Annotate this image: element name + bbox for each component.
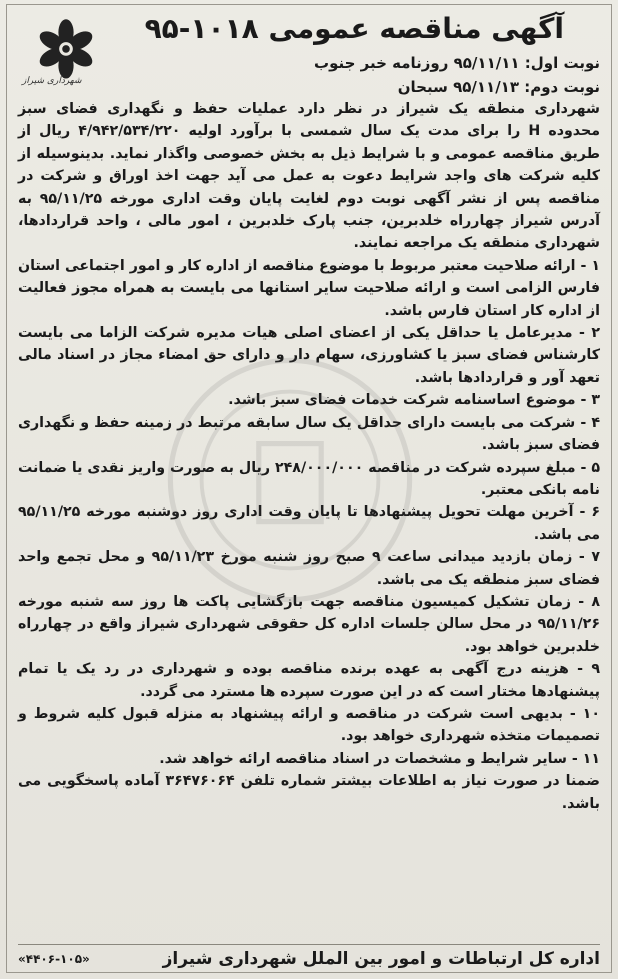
- notice-title: آگهی مناقصه عمومی ۱۰۱۸-۹۵: [144, 12, 564, 45]
- condition-item: ۱۰ - بدیهی است شرکت در مناقصه و ارائه پیشنهاد به منزله قبول کلیه شروط و تصمیمات متخذه شهرداری خواهد بود.: [18, 705, 600, 745]
- second-publication: نوبت دوم: ۹۵/۱۱/۱۳ سبحان: [397, 78, 600, 96]
- condition-item: ۴ - شرکت می بایست دارای حداقل یک سال سابقه مرتبط در زمینه حفظ و نگهداری فضای سبز باشد.: [18, 414, 600, 454]
- first-publication: نوبت اول: ۹۵/۱۱/۱۱ روزنامه خبر جنوب: [314, 54, 600, 72]
- contact-paragraph: ضمنا در صورت نیاز به اطلاعات بیشتر شماره تلفن ۳۶۴۷۶۰۶۴ آماده پاسخگویی می باشد.: [18, 773, 600, 812]
- intro-paragraph: شهرداری منطقه یک شیراز در نظر دارد عملیات حفظ و نگهداری فضای سبز محدوده H را برای مدت یک سال شمسی با برآورد اولیه ۴/۹۴۲/۵۳۴/۲۲۰ ریال از طریق مناقصه عمومی و با شرایط ذیل به بخش خصوصی واگذار نماید. بدینوسیله از کلیه شرکت های واجد شرایط دعوت به عمل می آید جهت اخذ اوراق و شرکت در مناقصه پس از نشر آگهی نوبت دوم لغایت پایان وقت اداری مورخه ۹۵/۱۱/۲۵ به آدرس شیراز چهارراه خلدبرین، جنب پارک خلدبرین ، امور مالی ، واحد قراردادها، شهرداری منطقه یک مراجعه نمایند.: [18, 101, 601, 252]
- condition-item: ۸ - زمان تشکیل کمیسیون مناقصه جهت بازگشایی پاکت ها روز سه شنبه مورخه ۹۵/۱۱/۲۶ در محل سالن جلسات اداره کل حقوقی شهرداری شیراز واقع در چهارراه خلدبرین خواهد بود.: [18, 593, 600, 655]
- condition-item: ۱ - ارائه صلاحیت معتبر مربوط با موضوع مناقصه از اداره کار و امور اجتماعی استان فارس الزامی است و ارائه صلاحیت سایر استانها می بایست به همراه مجوز فعالیت از اداره کار استان فارس باشد.: [18, 257, 600, 319]
- condition-item: ۲ - مدیرعامل یا حداقل یکی از اعضای اصلی هیات مدیره شرکت الزاما می بایست کارشناس فضای سبز یا کشاورزی، سهام دار و دارای حق امضاء مجاز در اسناد مالی تعهد آور و قراردادها باشد.: [18, 325, 600, 386]
- notice-footer: [18, 944, 600, 969]
- condition-item: ۷ - زمان بازدید میدانی ساعت ۹ صبح روز شنبه مورخ ۹۵/۱۱/۲۳ و محل تجمع واحد فضای سبز منطقه یک می باشد.: [18, 549, 601, 588]
- condition-item: ۳ - موضوع اساسنامه شرکت خدمات فضای سبز باشد.: [228, 392, 600, 409]
- logo-caption: شهرداری شیراز: [22, 76, 82, 86]
- notice-header: [14, 6, 604, 98]
- condition-item: ۱۱ - سایر شرایط و مشخصات در اسناد مناقصه ارائه خواهد شد.: [159, 750, 600, 767]
- issuer-name: اداره کل ارتباطات و امور بین الملل شهرداری شیراز: [162, 949, 600, 969]
- notice-body: [14, 98, 604, 815]
- condition-item: ۹ - هزینه درج آگهی به عهده برنده مناقصه بوده و شهرداری در رد یک یا تمام پیشنهادها مختار است که در این صورت سپرده ها مسترد می گردد.: [18, 661, 600, 700]
- condition-item: ۵ - مبلغ سپرده شرکت در مناقصه ۲۴۸/۰۰۰/۰۰۰ ریال به صورت واریز نقدی یا ضمانت نامه بانکی معتبر.: [18, 459, 600, 498]
- notice-code: «۴۴۰۶-۱۰۵»: [18, 952, 90, 966]
- conditions-list: [18, 255, 600, 770]
- condition-item: ۶ - آخرین مهلت تحویل پیشنهادها تا پایان وقت اداری روز دوشنبه مورخه ۹۵/۱۱/۲۵ می باشد.: [18, 504, 600, 543]
